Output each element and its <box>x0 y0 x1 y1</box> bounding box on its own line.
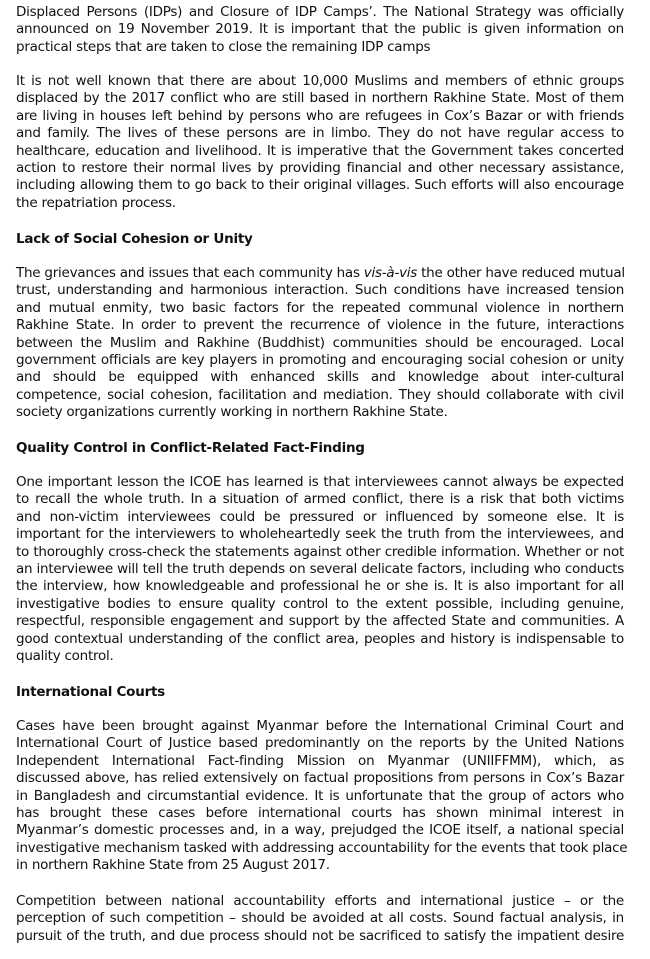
paragraph-4-line-4: important for the interviewers to wholeheartedly seek the truth from the interviewees, and <box>16 526 624 543</box>
paragraph-3-line-2: trust, understanding and harmonious interaction. Such conditions have increased tension <box>16 282 624 299</box>
paragraph-5-line-8: investigative mechanism tasked with addressing accountability for the events that took place <box>16 839 628 856</box>
paragraph-6-line-1: Competition between national accountability efforts and international justice – or the <box>16 893 624 909</box>
paragraph-2-line-1: It is not well known that there are about 10,000 Muslims and members of ethnic groups <box>16 73 624 89</box>
paragraph-4-line-1: One important lesson the ICOE has learned is that interviewees cannot always be expected <box>16 474 624 490</box>
paragraph-5-line-6: has brought these cases before international courts has shown minimal interest in <box>16 805 624 821</box>
paragraph-6-line-2: perception of such competition – should be avoided at all costs. Sound factual analysis, in <box>16 910 624 927</box>
paragraph-2-line-3: are living in houses left behind by persons who are refugees in Cox’s Bazar or with friends <box>16 107 624 124</box>
paragraph-2-line-7: including allowing them to go back to their original villages. Such efforts will also encourage <box>16 177 624 194</box>
section-heading-quality-control: Quality Control in Conflict-Related Fact-Finding <box>16 440 365 456</box>
paragraph-4-line-6: an interviewee will tell the truth depends on several delicate factors, including who conducts <box>16 561 624 577</box>
paragraph-3-line-7: and should be equipped with enhanced skills and knowledge about inter-cultural <box>16 369 624 386</box>
paragraph-1-line-2: announced on 19 November 2019. It is important that the public is given information on <box>16 21 624 38</box>
paragraph-4-line-8: investigative bodies to ensure quality control to the extent possible, including genuine, <box>16 595 624 612</box>
section-heading-international-courts: International Courts <box>16 684 165 700</box>
paragraph-1-line-3: practical steps that are taken to close the remaining IDP camps <box>16 38 431 55</box>
paragraph-3-line-9: society organizations currently working in northern Rakhine State. <box>16 404 448 421</box>
paragraph-3-text-before-italic: The grievances and issues that each community has <box>16 265 360 281</box>
paragraph-5-line-3: Independent International Fact-finding Mission on Myanmar (UNIIFFMM), which, as <box>16 752 624 769</box>
paragraph-4-line-5: to thoroughly cross-check the statements against other credible information. Whether or not <box>16 543 624 560</box>
paragraph-4-line-7: the interview, how knowledgeable and professional he or she is. It is also important for all <box>16 578 624 595</box>
paragraph-3-line-1 <box>16 265 624 283</box>
paragraph-5-line-5: in Bangladesh and circumstantial evidence. It is unfortunate that the group of actors who <box>16 787 624 804</box>
paragraph-4-line-3: and non-victim interviewees could be pressured or influenced by someone else. It is <box>16 508 624 525</box>
paragraph-2-line-4: and family. The lives of these persons are in limbo. They do not have regular access to <box>16 125 624 142</box>
paragraph-5-line-1: Cases have been brought against Myanmar before the International Criminal Court and <box>16 718 624 734</box>
paragraph-5-line-7: Myanmar’s domestic processes and, in a way, prejudged the ICOE itself, a national special <box>16 822 624 839</box>
paragraph-5-line-2: International Court of Justice based predominantly on the reports by the United Nations <box>16 735 624 752</box>
paragraph-4-line-2: to recall the whole truth. In a situation of armed conflict, there is a risk that both victims <box>16 491 624 508</box>
paragraph-4-line-10: good contextual understanding of the conflict area, peoples and history is indispensable to <box>16 630 624 647</box>
paragraph-4-line-11: quality control. <box>16 648 114 664</box>
paragraph-2-line-2: displaced by the 2017 conflict who are still based in northern Rakhine State. Most of them <box>16 90 624 107</box>
paragraph-5-line-9: in northern Rakhine State from 25 August 2017. <box>16 857 330 874</box>
paragraph-3-line-5: between the Muslim and Rakhine (Buddhist) communities should be encouraged. Local <box>16 334 624 351</box>
paragraph-2-line-6: action to restore their normal lives by providing financial and other necessary assistance, <box>16 160 624 176</box>
paragraph-3-line-3: and mutual enmity, two basic factors for the repeated communal violence in northern <box>16 299 624 316</box>
paragraph-2-line-5: healthcare, education and livelihood. It is imperative that the Government takes concerted <box>16 142 624 159</box>
paragraph-2-line-8: the repatriation process. <box>16 194 176 211</box>
paragraph-3-line-4: Rakhine State. In order to prevent the recurrence of violence in the future, interactions <box>16 317 624 334</box>
italic-phrase-vis-a-vis: vis-à-vis <box>363 265 418 281</box>
paragraph-3-line-8: competence, social cohesion, facilitation and mediation. They should collaborate with civil <box>16 386 624 403</box>
section-heading-social-cohesion: Lack of Social Cohesion or Unity <box>16 231 253 247</box>
paragraph-3-line-6: government officials are key players in promoting and encouraging social cohesion or unity <box>16 352 624 368</box>
paragraph-3-text-after-italic: the other have reduced mutual <box>421 265 625 281</box>
paragraph-1-line-1: Displaced Persons (IDPs) and Closure of IDP Camps’. The National Strategy was officially <box>16 4 624 20</box>
paragraph-4-line-9: respectful, responsible engagement and support by the affected State and communities. A <box>16 613 624 630</box>
paragraph-5-line-4: discussed above, has relied extensively on factual propositions from persons in Cox’s Bazar <box>16 770 624 787</box>
paragraph-6-line-3: pursuit of the truth, and due process should not be sacrificed to satisfy the impatient desire <box>16 927 624 944</box>
